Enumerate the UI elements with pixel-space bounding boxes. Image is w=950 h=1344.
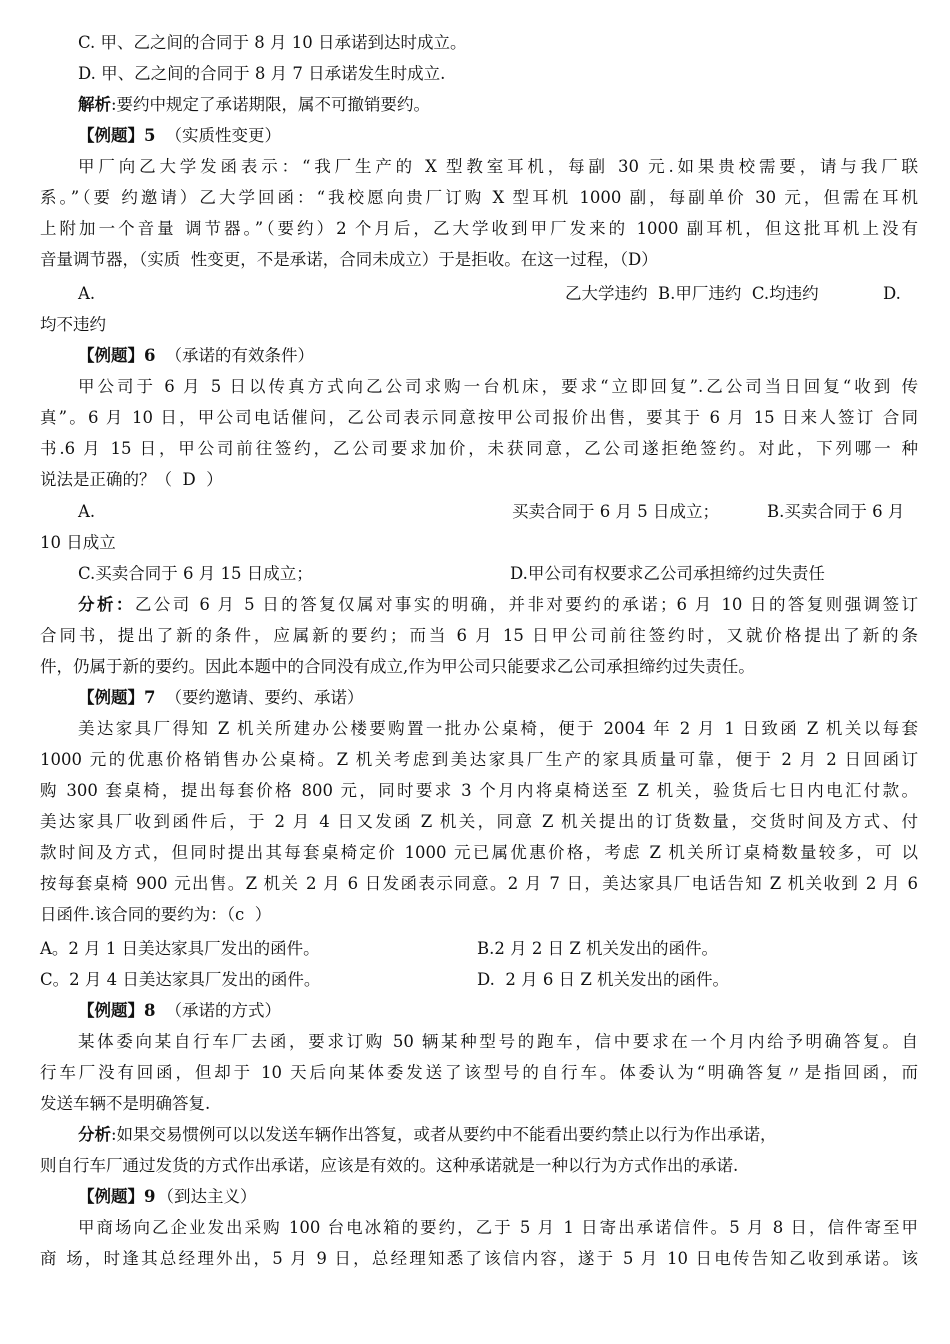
example-7-title: 【例题】7: [78, 688, 156, 707]
example-9-heading: [78, 1187, 256, 1207]
example-6-analysis-line: 合同书，提出了新的条件，应属新的要约；而当 6 月 15 日甲公司前往签约时，又就价格提出了新的条: [40, 626, 918, 645]
example-7-option-b: B.2 月 2 日 Z 机关发出的函件。: [477, 939, 719, 958]
example-6-option-a: A.: [78, 502, 96, 521]
example-5-para-line: 系。”（要 约邀请）乙大学回函：“我校愿向贵厂订购 X 型耳机 1000 副，每副单价 30 元，但需在耳机: [40, 188, 918, 207]
example-8-analysis-line: 则自行车厂通过发货的方式作出承诺，应该是有效的。这种承诺就是一种以行为方式作出的承诺.: [40, 1156, 739, 1175]
example-8-para-line: 某体委向某自行车厂去函，要求订购 50 辆某种型号的跑车，信中要求在一个月内给予明确答复。自: [78, 1032, 918, 1051]
example-9-para-line: 甲商场向乙企业发出采购 100 台电冰箱的要约，乙于 5 月 1 日寄出承诺信件。5 月 8 日，信件寄至甲: [78, 1218, 918, 1237]
example-6-analysis-line: 件，仍属于新的要约。因此本题中的合同没有成立,作为甲公司只能要求乙公司承担缔约过失责任。: [40, 657, 755, 676]
example-5-heading: [78, 126, 281, 146]
example-6-para-line: 甲公司于 6 月 5 日以传真方式向乙公司求购一台机床，要求“立即回复”.乙公司当日回复“收到 传: [78, 377, 918, 396]
example-8-tag: （承诺的方式）: [165, 1001, 281, 1020]
example-7-para-line: 1000 元的优惠价格销售办公桌椅。Z 机关考虑到美达家具厂生产的家具质量可靠，便于 2 月 2 日回函订: [40, 750, 918, 769]
example-7-para-line: 美达家具厂收到函件后，于 2 月 4 日又发函 Z 机关，同意 Z 机关提出的订货数量，交货时间及方式、付: [40, 812, 918, 831]
example-7-para-line: 美达家具厂得知 Z 机关所建办公楼要购置一批办公桌椅，便于 2004 年 2 月 1 日致函 Z 机关以每套: [78, 719, 918, 738]
example-6-analysis-label: 分析：: [78, 595, 135, 614]
example-8-heading: [78, 1001, 281, 1021]
option-d-line: D. 甲、乙之间的合同于 8 月 7 日承诺发生时成立.: [78, 64, 446, 83]
example-6-analysis-text: 乙公司 6 月 5 日的答复仅属对事实的明确，并非对要约的承诺；6 月 10 日的答复则强调签订: [134, 595, 919, 614]
example-6-para-line: 书.6 月 15 日，甲公司前往签约，乙公司要求加价，未获同意，乙公司遂拒绝签约。对此，下列哪一 种: [40, 439, 918, 458]
example-8-title: 【例题】8: [78, 1001, 156, 1020]
example-7-para-line: 按每套桌椅 900 元出售。Z 机关 2 月 6 日发函表示同意。2 月 7 日，美达家具厂电话告知 Z 机关收到 2 月 6: [40, 874, 918, 893]
example-7-tag: （要约邀请、要约、承诺）: [165, 688, 364, 707]
analysis-line: [78, 95, 430, 115]
example-6-option-b-text: 10 日成立: [40, 533, 116, 552]
analysis-label: 解析: [78, 95, 111, 114]
option-c-line: C. 甲、乙之间的合同于 8 月 10 日承诺到达时成立。: [78, 33, 467, 52]
example-5-tag: （实质性变更）: [165, 126, 281, 145]
example-6-analysis-line: [78, 595, 918, 615]
example-7-para-line: 款时间及方式，但同时提出其每套桌椅定价 1000 元已属优惠价格，考虑 Z 机关所订桌椅数量较多，可 以: [40, 843, 918, 862]
example-7-para-line: 购 300 套桌椅，提出每套价格 800 元，同时要求 3 个月内将桌椅送至 Z 机关，验货后七日内电汇付款。: [40, 781, 918, 800]
analysis-text: :要约中规定了承诺期限，属不可撤销要约。: [111, 95, 431, 114]
example-6-tag: （承诺的有效条件）: [165, 346, 314, 365]
example-6-option-c: C.买卖合同于 6 月 15 日成立；: [78, 564, 313, 583]
example-6-title: 【例题】6: [78, 346, 156, 365]
example-6-para-line: 说法是正确的？（ D ）: [40, 470, 223, 489]
example-7-option-d: D. 2 月 6 日 Z 机关发出的函件。: [477, 970, 730, 989]
example-5-option-d: D.: [883, 284, 901, 303]
example-7-heading: [78, 688, 363, 708]
example-6-option-b: B.买卖合同于 6 月: [767, 502, 905, 521]
example-9-tag: （到达主义）: [157, 1187, 257, 1206]
example-5-option-d-text: 均不违约: [40, 315, 106, 334]
example-8-para-line: 行车厂没有回函，但却于 10 天后向某体委发送了该型号的自行车。体委认为“明确答复〃是指回函，而: [40, 1063, 918, 1082]
example-5-title: 【例题】5: [78, 126, 156, 145]
example-8-analysis-line: [78, 1125, 777, 1145]
example-9-title: 【例题】9: [78, 1187, 156, 1206]
example-5-option-a: A.: [78, 284, 96, 303]
example-5-para-line: 上附加一个音量 调节器。”（要约）2 个月后，乙大学收到甲厂发来的 1000 副耳机，但这批耳机上没有: [40, 219, 918, 238]
example-8-para-line: 发送车辆不是明确答复.: [40, 1094, 211, 1113]
example-6-para-line: 真”。6 月 10 日，甲公司电话催问，乙公司表示同意按甲公司报价出售，要其于 6 月 15 日来人签订 合同: [40, 408, 918, 427]
example-9-para-line: 商 场，时逢其总经理外出，5 月 9 日，总经理知悉了该信内容，遂于 5 月 10 日电传告知乙收到承诺。该: [40, 1249, 918, 1268]
example-8-analysis-label: 分析: [78, 1125, 111, 1144]
example-6-option-a-text: 买卖合同于 6 月 5 日成立；: [512, 502, 719, 521]
example-5-para-line: 甲厂向乙大学发函表示：“我厂生产的 X 型教室耳机，每副 30 元.如果贵校需要，请与我厂联: [78, 157, 918, 176]
example-7-para-line: 日函件.该合同的要约为：（c ）: [40, 905, 272, 924]
example-6-option-d: D.甲公司有权要求乙公司承担缔约过失责任: [510, 564, 825, 583]
example-5-para-line: 音量调节器，（实质 性变更，不是承诺，合同未成立）于是拒收。在这一过程，（D）: [40, 250, 658, 269]
example-7-option-c: C。2 月 4 日美达家具厂发出的函件。: [40, 970, 321, 989]
example-8-analysis-text: :如果交易惯例可以以发送车辆作出答复，或者从要约中不能看出要约禁止以行为作出承诺，: [111, 1125, 777, 1144]
example-7-option-a: A。2 月 1 日美达家具厂发出的函件。: [40, 939, 320, 958]
example-5-options: 乙大学违约 B.甲厂违约 C.均违约: [565, 284, 819, 303]
example-6-heading: [78, 346, 314, 366]
